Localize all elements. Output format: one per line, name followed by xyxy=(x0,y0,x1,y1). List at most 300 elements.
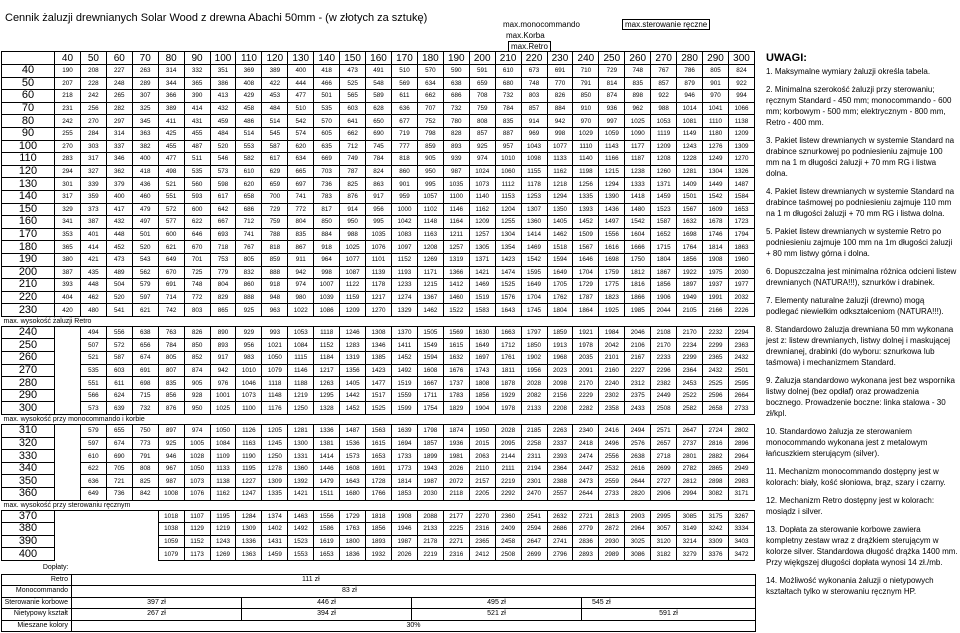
price-cell: 2474 xyxy=(573,450,599,463)
price-cell: 950 xyxy=(340,216,366,229)
price-cell: 2340 xyxy=(573,425,599,438)
width-header-120: 120 xyxy=(262,52,288,65)
price-cell: 1233 xyxy=(391,279,417,292)
corner-cell xyxy=(2,52,55,65)
price-cell: 1097 xyxy=(391,241,417,254)
price-cell: 1204 xyxy=(495,203,521,216)
price-cell: 590 xyxy=(443,65,469,78)
max-retro-note: max.Retro xyxy=(508,41,551,52)
price-cell: 2724 xyxy=(703,425,729,438)
price-cell: 480 xyxy=(80,304,106,317)
price-cell: 936 xyxy=(599,102,625,115)
price-cell: 2032 xyxy=(728,291,754,304)
price-cell: 3175 xyxy=(703,510,729,523)
width-header-180: 180 xyxy=(417,52,443,65)
addon-crank-price-2: 446 zł xyxy=(242,597,412,609)
price-cell: 1209 xyxy=(728,127,754,140)
price-cell: 497 xyxy=(132,216,158,229)
price-cell: 1211 xyxy=(443,228,469,241)
price-cell: 1152 xyxy=(391,253,417,266)
price-cell: 1874 xyxy=(443,425,469,438)
price-cell: 1346 xyxy=(366,339,392,352)
price-cell xyxy=(80,548,106,561)
price-cell: 1025 xyxy=(625,115,651,128)
note-item: 6. Dopuszczalna jest minimalna różnica odcieni listew drewnianych (NATURA!!!), sznurków i drabinek. xyxy=(766,267,957,287)
note-item: 7. Elementy naturalne żaluzji (drewno) mogą podlegać niewielkim odkształceniom (NATURA!!!). xyxy=(766,296,944,316)
price-cell: 1195 xyxy=(236,462,262,475)
table-row xyxy=(2,291,755,304)
price-cell: 1411 xyxy=(391,339,417,352)
price-cell: 551 xyxy=(158,190,184,203)
width-header-300: 300 xyxy=(728,52,754,65)
price-cell xyxy=(55,364,81,377)
price-cell: 1511 xyxy=(314,488,340,501)
price-cell: 314 xyxy=(158,65,184,78)
height-label-220: 220 xyxy=(2,291,55,304)
price-cell: 422 xyxy=(262,77,288,90)
width-header-110: 110 xyxy=(236,52,262,65)
price-cell: 1188 xyxy=(288,377,314,390)
height-label-340: 340 xyxy=(2,462,55,475)
table-row xyxy=(2,140,755,153)
price-cell: 1209 xyxy=(469,216,495,229)
price-cell: 1616 xyxy=(599,241,625,254)
price-cell: 2365 xyxy=(469,535,495,548)
price-cell: 1715 xyxy=(651,241,677,254)
price-cell: 2812 xyxy=(677,475,703,488)
price-cell: 2820 xyxy=(625,488,651,501)
price-cell: 565 xyxy=(340,90,366,103)
price-cell: 901 xyxy=(703,77,729,90)
height-label-320: 320 xyxy=(2,437,55,450)
price-cell: 1219 xyxy=(288,389,314,402)
price-cell: 1360 xyxy=(521,216,547,229)
price-cell: 2082 xyxy=(521,389,547,402)
price-cell: 1208 xyxy=(651,153,677,166)
price-cell: 1140 xyxy=(469,190,495,203)
price-cell: 1459 xyxy=(262,548,288,561)
table-row xyxy=(2,425,755,438)
price-cell: 1001 xyxy=(210,389,236,402)
price-cell: 2718 xyxy=(651,450,677,463)
price-cell: 2299 xyxy=(703,339,729,352)
price-cell: 1505 xyxy=(417,326,443,339)
width-header-260: 260 xyxy=(625,52,651,65)
price-cell: 767 xyxy=(236,241,262,254)
price-cell: 1217 xyxy=(366,291,392,304)
price-cell: 805 xyxy=(236,253,262,266)
note-item: 2. Minimalna szerokość żaluzji przy sterowaniu; ręcznym Standard - 450 mm; monocommando - 600 mm; korbowym - 500 mm; elektrycznym - 800 mm, Retro - 400 mm. xyxy=(766,85,952,127)
price-cell: 460 xyxy=(132,190,158,203)
table-row xyxy=(2,90,755,103)
price-cell: 1176 xyxy=(262,402,288,415)
price-cell: 898 xyxy=(625,90,651,103)
price-cell: 788 xyxy=(262,228,288,241)
price-cell: 807 xyxy=(158,364,184,377)
price-cell: 545 xyxy=(262,127,288,140)
price-cell: 2023 xyxy=(547,364,573,377)
price-cell: 732 xyxy=(443,102,469,115)
price-cell: 1076 xyxy=(366,241,392,254)
table-row xyxy=(2,102,755,115)
price-cell: 1163 xyxy=(236,437,262,450)
price-cell: 432 xyxy=(106,216,132,229)
price-cell: 1335 xyxy=(262,488,288,501)
price-cell: 1446 xyxy=(314,462,340,475)
table-row xyxy=(2,279,755,292)
width-header-240: 240 xyxy=(573,52,599,65)
price-cell: 1902 xyxy=(521,352,547,365)
price-cell: 1867 xyxy=(651,266,677,279)
table-row xyxy=(2,203,755,216)
price-cell: 301 xyxy=(55,178,81,191)
width-header-150: 150 xyxy=(340,52,366,65)
price-cell: 562 xyxy=(132,266,158,279)
price-cell: 207 xyxy=(55,77,81,90)
height-label-180: 180 xyxy=(2,241,55,254)
height-label-230: 230 xyxy=(2,304,55,317)
price-cell: 190 xyxy=(55,65,81,78)
price-cell: 974 xyxy=(288,279,314,292)
price-cell: 1615 xyxy=(366,437,392,450)
price-cell: 1804 xyxy=(547,304,573,317)
price-cell: 1163 xyxy=(417,228,443,241)
price-cell: 1421 xyxy=(469,266,495,279)
price-cell: 2865 xyxy=(703,462,729,475)
price-cell: 1479 xyxy=(314,475,340,488)
price-cell: 1746 xyxy=(703,228,729,241)
price-cell: 753 xyxy=(210,253,236,266)
price-cell: 804 xyxy=(210,279,236,292)
price-cell: 2473 xyxy=(573,475,599,488)
price-cell: 2741 xyxy=(547,535,573,548)
price-cell: 1800 xyxy=(340,535,366,548)
price-cell: 974 xyxy=(184,425,210,438)
price-cell: 1460 xyxy=(443,291,469,304)
price-cell: 511 xyxy=(184,153,210,166)
price-cell: 865 xyxy=(210,304,236,317)
price-cell xyxy=(55,352,81,365)
price-cell: 597 xyxy=(132,291,158,304)
price-cell: 218 xyxy=(55,90,81,103)
price-cell: 725 xyxy=(184,266,210,279)
price-cell: 1856 xyxy=(651,279,677,292)
table-row xyxy=(2,253,755,266)
price-cell: 2105 xyxy=(677,304,703,317)
price-cell: 767 xyxy=(651,65,677,78)
price-cell: 857 xyxy=(651,77,677,90)
price-cell: 1008 xyxy=(158,488,184,501)
width-header-230: 230 xyxy=(547,52,573,65)
table-row xyxy=(2,377,755,390)
price-cell: 1442 xyxy=(340,389,366,402)
price-cell: 2157 xyxy=(469,475,495,488)
price-cell: 918 xyxy=(314,241,340,254)
price-cell: 1412 xyxy=(443,279,469,292)
price-cell: 3085 xyxy=(677,510,703,523)
price-cell: 1794 xyxy=(728,228,754,241)
price-cell: 888 xyxy=(236,291,262,304)
price-cell: 1385 xyxy=(366,352,392,365)
price-cell: 1253 xyxy=(521,190,547,203)
addon-shape-price-2: 394 zł xyxy=(242,609,412,621)
price-cell: 525 xyxy=(340,77,366,90)
price-cell: 1666 xyxy=(625,241,651,254)
price-cell: 484 xyxy=(210,127,236,140)
price-cell: 2227 xyxy=(625,364,651,377)
price-cell: 1925 xyxy=(599,304,625,317)
price-cell: 2015 xyxy=(469,437,495,450)
price-cell: 1474 xyxy=(495,266,521,279)
price-cell: 1392 xyxy=(288,475,314,488)
price-cell: 1059 xyxy=(599,127,625,140)
price-cell: 487 xyxy=(184,140,210,153)
price-cell: 2046 xyxy=(625,326,651,339)
table-row xyxy=(2,77,755,90)
price-cell: 1257 xyxy=(469,228,495,241)
width-header-80: 80 xyxy=(158,52,184,65)
price-cell: 2028 xyxy=(521,377,547,390)
price-cell: 701 xyxy=(184,253,210,266)
price-cell: 772 xyxy=(184,291,210,304)
price-cell: 1480 xyxy=(625,203,651,216)
price-cell: 1274 xyxy=(391,291,417,304)
price-cell xyxy=(55,535,81,548)
price-cell: 2144 xyxy=(495,450,521,463)
price-cell: 498 xyxy=(158,165,184,178)
price-cell: 411 xyxy=(158,115,184,128)
price-cell: 1787 xyxy=(573,291,599,304)
price-cell: 2594 xyxy=(521,523,547,536)
price-cell: 1039 xyxy=(314,291,340,304)
price-cell: 905 xyxy=(184,377,210,390)
price-cell: 786 xyxy=(677,65,703,78)
price-cell: 1773 xyxy=(391,462,417,475)
price-cell: 922 xyxy=(728,77,754,90)
price-cell: 484 xyxy=(262,102,288,115)
width-header-280: 280 xyxy=(677,52,703,65)
price-cell: 486 xyxy=(236,115,262,128)
price-cell: 970 xyxy=(573,115,599,128)
addon-shape-label: Nietypowy kształt xyxy=(2,609,72,621)
price-cell: 1257 xyxy=(443,241,469,254)
price-cell: 1573 xyxy=(340,450,366,463)
note-item: 3. Pakiet listew drewnianych w systemie Standard na drabince sznurkowej po podniesieniu zajmuje 100 mm na 1 m długości żaluzji + 70 mm RG i listwa dolna. xyxy=(766,136,955,178)
price-cell: 1028 xyxy=(184,450,210,463)
price-cell: 1140 xyxy=(573,153,599,166)
price-cell: 1523 xyxy=(288,535,314,548)
addon-crank-price-4: 545 zł xyxy=(582,597,756,609)
price-cell: 918 xyxy=(262,279,288,292)
price-cell: 3149 xyxy=(677,523,703,536)
price-cell: 1050 xyxy=(210,425,236,438)
price-cell: 2133 xyxy=(521,402,547,415)
price-cell: 2337 xyxy=(547,437,573,450)
price-cell: 566 xyxy=(80,389,106,402)
price-cell: 1850 xyxy=(521,339,547,352)
price-cell: 859 xyxy=(417,140,443,153)
price-cell: 1245 xyxy=(262,437,288,450)
price-cell: 1981 xyxy=(443,450,469,463)
price-cell: 950 xyxy=(417,165,443,178)
price-cell: 1146 xyxy=(443,203,469,216)
price-cell: 1536 xyxy=(340,437,366,450)
price-cell: 759 xyxy=(469,102,495,115)
price-cell: 1743 xyxy=(469,364,495,377)
height-label-150: 150 xyxy=(2,203,55,216)
price-cell: 2501 xyxy=(728,364,754,377)
price-cell: 1269 xyxy=(210,548,236,561)
note-item: 4. Pakiet listew drewnianych w systemie Standard na drabince taśmowej po podniesieniu zajmuje 110 mm na 1 m długości żaluzji + 70 mm RG i listwa dolna. xyxy=(766,187,955,218)
table-row xyxy=(2,153,755,166)
height-label-260: 260 xyxy=(2,352,55,365)
price-cell: 1281 xyxy=(677,165,703,178)
price-cell: 2072 xyxy=(443,475,469,488)
price-cell: 501 xyxy=(132,228,158,241)
price-cell: 2219 xyxy=(417,548,443,561)
price-cell: 1663 xyxy=(495,326,521,339)
notes-list xyxy=(766,66,958,597)
price-cell: 386 xyxy=(210,77,236,90)
price-cell: 1463 xyxy=(288,510,314,523)
price-cell: 265 xyxy=(106,90,132,103)
section-manual-limit xyxy=(2,500,755,510)
price-cell: 543 xyxy=(132,253,158,266)
height-label-380: 380 xyxy=(2,523,55,536)
note-item: 13. Dopłata za sterowanie korbowe zawiera kompletny zestaw wraz z drążkiem sterującym w kolorze silver. Standardowa długość drążka 1400 mm. Przy więkgszej długości dopłata wynosi 14 zł./mb. xyxy=(766,525,958,567)
price-cell: 1218 xyxy=(547,178,573,191)
price-cell: 1978 xyxy=(495,402,521,415)
price-cell: 2699 xyxy=(651,462,677,475)
price-cell: 2453 xyxy=(677,377,703,390)
price-cell: 860 xyxy=(391,165,417,178)
price-cell: 1723 xyxy=(728,216,754,229)
price-cell: 466 xyxy=(314,77,340,90)
note-item: 9. Żaluzja standardowo wykonana jest bez wspornika listwy dolnej (bez opdłaf) oraz prowadzenia bocznego. Prowadzenie boczne: linka stalowa - 30 zł/kpl. xyxy=(766,376,955,418)
price-cell: 2302 xyxy=(599,389,625,402)
price-cell: 993 xyxy=(262,326,288,339)
table-row xyxy=(2,304,755,317)
price-cell: 824 xyxy=(728,65,754,78)
price-cell: 707 xyxy=(417,102,443,115)
price-cell: 2582 xyxy=(677,402,703,415)
price-cell: 2166 xyxy=(703,304,729,317)
height-label-360: 360 xyxy=(2,488,55,501)
price-cell: 1750 xyxy=(625,253,651,266)
price-cell: 729 xyxy=(262,203,288,216)
price-cell: 332 xyxy=(184,65,210,78)
price-cell: 1164 xyxy=(443,216,469,229)
price-cell: 572 xyxy=(106,339,132,352)
price-cell: 3279 xyxy=(677,548,703,561)
price-cell: 1100 xyxy=(443,190,469,203)
section-korba-limit xyxy=(2,415,755,425)
price-cell: 479 xyxy=(132,203,158,216)
price-cell: 925 xyxy=(158,437,184,450)
price-cell: 3376 xyxy=(703,548,729,561)
price-cell: 1698 xyxy=(677,228,703,241)
price-cell: 1256 xyxy=(573,178,599,191)
price-cell: 628 xyxy=(366,102,392,115)
price-cell: 942 xyxy=(210,364,236,377)
price-cell: 2813 xyxy=(599,510,625,523)
price-cell: 2699 xyxy=(521,548,547,561)
table-row xyxy=(2,326,755,339)
price-cell: 1523 xyxy=(651,203,677,216)
price-cell: 1371 xyxy=(651,178,677,191)
price-cell: 1073 xyxy=(469,178,495,191)
price-cell: 721 xyxy=(106,475,132,488)
price-cell: 987 xyxy=(158,475,184,488)
price-cell: 928 xyxy=(184,389,210,402)
price-cell: 365 xyxy=(184,77,210,90)
price-cell: 2030 xyxy=(728,266,754,279)
price-cell: 998 xyxy=(314,266,340,279)
price-cell: 1126 xyxy=(236,425,262,438)
price-cell: 1118 xyxy=(314,326,340,339)
price-cell: 2388 xyxy=(547,475,573,488)
price-cell: 677 xyxy=(391,115,417,128)
price-cell: 703 xyxy=(314,165,340,178)
price-cell: 674 xyxy=(106,437,132,450)
price-cell: 1667 xyxy=(417,377,443,390)
price-cell: 1148 xyxy=(417,216,443,229)
price-cell: 611 xyxy=(106,377,132,390)
price-cell: 1542 xyxy=(703,190,729,203)
height-label-130: 130 xyxy=(2,178,55,191)
price-cell: 1811 xyxy=(495,364,521,377)
price-cell: 1042 xyxy=(391,216,417,229)
price-cell: 970 xyxy=(703,90,729,103)
price-cell: 1238 xyxy=(625,165,651,178)
price-cell: 1462 xyxy=(547,228,573,241)
price-cell: 1390 xyxy=(599,190,625,203)
price-cell: 1162 xyxy=(210,488,236,501)
price-cell: 1249 xyxy=(703,153,729,166)
price-cell: 1209 xyxy=(340,304,366,317)
price-cell: 1595 xyxy=(521,266,547,279)
price-cell: 1921 xyxy=(573,326,599,339)
price-cell: 2737 xyxy=(677,437,703,450)
price-cell: 2030 xyxy=(417,488,443,501)
price-cell: 520 xyxy=(210,140,236,153)
price-cell: 1354 xyxy=(495,241,521,254)
price-cell: 874 xyxy=(184,364,210,377)
price-cell: 832 xyxy=(236,266,262,279)
price-cell: 1050 xyxy=(262,352,288,365)
price-cell: 1110 xyxy=(703,115,729,128)
price-cell: 867 xyxy=(288,241,314,254)
addon-crank-label: Sterowanie korbowe xyxy=(2,597,72,609)
price-cell: 1122 xyxy=(340,279,366,292)
price-cell: 1897 xyxy=(677,279,703,292)
price-cell: 344 xyxy=(158,77,184,90)
price-cell: 1381 xyxy=(314,437,340,450)
price-cell: 1899 xyxy=(417,450,443,463)
height-label-390: 390 xyxy=(2,535,55,548)
price-cell: 2508 xyxy=(495,548,521,561)
price-cell: 1704 xyxy=(573,266,599,279)
price-cell: 622 xyxy=(80,462,106,475)
price-cell: 876 xyxy=(340,190,366,203)
price-cell: 1712 xyxy=(495,339,521,352)
price-cell: 783 xyxy=(314,190,340,203)
price-cell xyxy=(106,510,132,523)
price-cell: 2447 xyxy=(573,462,599,475)
price-cell: 2964 xyxy=(625,523,651,536)
price-cell: 750 xyxy=(132,425,158,438)
price-cell: 1863 xyxy=(728,241,754,254)
